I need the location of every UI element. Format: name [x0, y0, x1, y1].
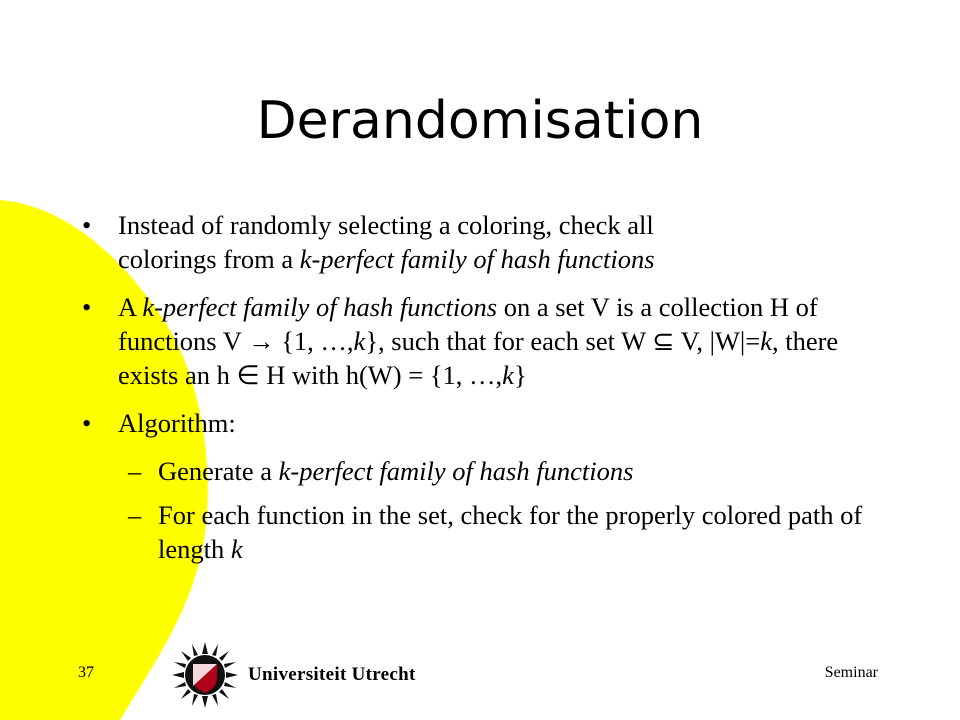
- subset-symbol: ⊆: [652, 326, 675, 356]
- bullet-item: [78, 208, 898, 276]
- sub-emphasis: k: [230, 534, 243, 564]
- logo-text: Universiteit Utrecht: [248, 664, 416, 685]
- bullet-text: Algorithm:: [118, 408, 236, 438]
- bullet-mark: •: [82, 292, 92, 322]
- sub-item: [78, 498, 898, 566]
- bullet-mark: •: [82, 210, 92, 240]
- sun-seal-icon: [170, 640, 240, 710]
- university-logo: [170, 640, 416, 710]
- sub-emphasis: k-perfect family of hash functions: [278, 456, 634, 486]
- bullet-mark: •: [82, 408, 92, 438]
- sub-item: [78, 454, 898, 488]
- footer-label: Seminar: [824, 664, 878, 681]
- bullet-text: }: [513, 360, 527, 390]
- bullet-text: H with h(W) = {1, …,: [259, 360, 503, 390]
- bullet-item: [78, 406, 898, 440]
- slide-title: Derandomisation: [256, 91, 704, 151]
- sub-mark: –: [128, 456, 142, 486]
- bullet-text: V, |W|=: [674, 326, 761, 356]
- sub-text: For each function in the set, check for the properly colored path of length: [158, 500, 863, 564]
- bullet-text: , there exists an h: [118, 326, 839, 390]
- bullet-text: {1, …,: [274, 326, 354, 356]
- bullet-emphasis: k-perfect family of hash functions: [299, 244, 655, 274]
- bullet-text: Instead of randomly selecting a coloring, check all: [118, 210, 654, 240]
- bullet-emphasis: k-perfect family of hash functions: [142, 292, 498, 322]
- sub-text: Generate a: [158, 456, 279, 486]
- bullet-emphasis: k: [502, 360, 514, 390]
- sub-mark: –: [128, 500, 142, 530]
- slide-content: [78, 208, 898, 576]
- page-number: 37: [78, 664, 94, 681]
- bullet-item: [78, 290, 898, 392]
- arrow-symbol: →: [248, 326, 275, 356]
- bullet-text: A: [118, 292, 143, 322]
- bullet-text: on a set V is a collection H of functions V: [118, 292, 818, 356]
- element-of-symbol: ∈: [236, 360, 260, 390]
- bullet-emphasis: k: [760, 326, 772, 356]
- bullet-text: colorings from a: [118, 244, 300, 274]
- bullet-text: }, such that for each set W: [365, 326, 653, 356]
- bullet-emphasis: k: [353, 326, 366, 356]
